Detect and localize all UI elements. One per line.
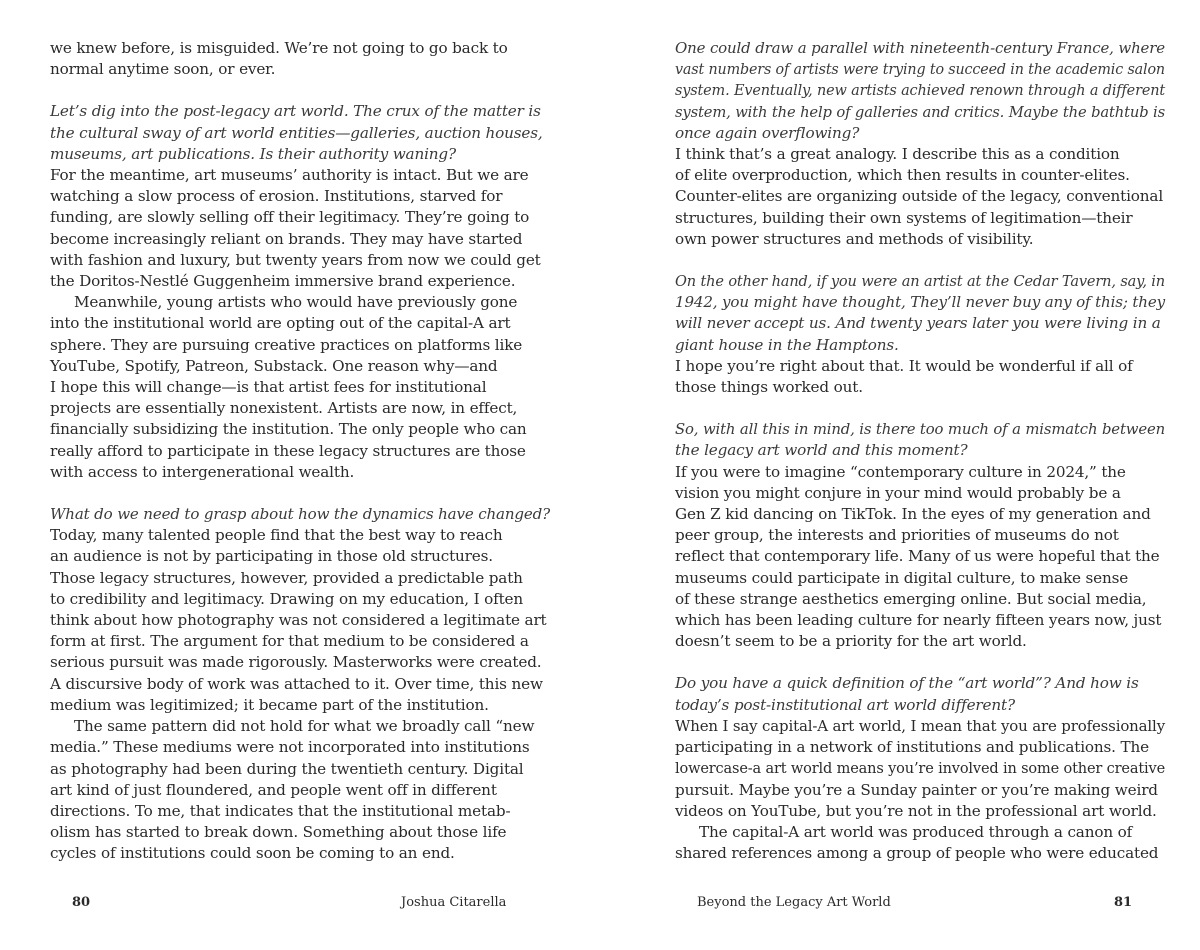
text-line: 1942, you might have thought, They’ll never buy any of this; they: [675, 293, 1165, 312]
page-number-left: 80: [72, 895, 91, 910]
text-line: form at first. The argument for that medium to be considered a: [50, 632, 529, 651]
text-line: medium was legitimized; it became part of the institution.: [50, 695, 489, 714]
qa-pair: [50, 101, 550, 483]
text-line: an audience is not by participating in those old structures.: [50, 547, 493, 566]
text-line: vast numbers of artists were trying to succeed in the academic salon: [675, 60, 1165, 79]
text-line: will never accept us. And twenty years later you were living in a: [675, 314, 1161, 333]
answer-block: [675, 356, 1165, 398]
text-line: One could draw a parallel with nineteenth-century France, where: [675, 39, 1165, 57]
answer-block: [50, 38, 550, 80]
text-line: system, with the help of galleries and critics. Maybe the bathtub is: [675, 102, 1166, 121]
text-line: which has been leading culture for nearly fifteen years now, just: [675, 611, 1162, 630]
text-line: shared references among a group of people who were educated: [675, 844, 1159, 863]
text-line: What do we need to grasp about how the dynamics have changed?: [50, 505, 550, 524]
text-line: YouTube, Spotify, Patreon, Substack. One reason why—and: [50, 356, 498, 375]
qa-pair: [675, 673, 1165, 864]
text-line: lowercase-a art world means you’re involved in some other creative: [675, 759, 1166, 778]
text-line: olism has started to break down. Something about those life: [50, 823, 507, 842]
text-line: those things worked out.: [675, 378, 863, 397]
text-line: giant house in the Hamptons.: [675, 335, 899, 354]
text-line: Meanwhile, young artists who would have previously gone: [74, 293, 518, 312]
question-block: [675, 419, 1165, 461]
text-line: the Doritos-Nestlé Guggenheim immersive brand experience.: [50, 272, 516, 291]
text-line: museums, art publications. Is their authority waning?: [50, 144, 456, 163]
question-block: [675, 673, 1165, 715]
text-line: museums could participate in digital culture, to make sense: [675, 568, 1129, 587]
text-line: The same pattern did not hold for what we broadly call “new: [74, 717, 535, 736]
text-line: I think that’s a great analogy. I describe this as a condition: [675, 145, 1120, 164]
text-line: today’s post-institutional art world different?: [675, 695, 1015, 714]
text-line: really afford to participate in these legacy structures are those: [50, 441, 526, 460]
left-page: [50, 38, 550, 865]
text-line: think about how photography was not considered a legitimate art: [50, 611, 547, 630]
text-line: the legacy art world and this moment?: [675, 441, 968, 460]
answer-block: [675, 462, 1165, 653]
text-line: media.” These mediums were not incorporated into institutions: [50, 738, 530, 757]
question-block: [675, 38, 1165, 144]
question-block: [675, 271, 1165, 356]
text-line: peer group, the interests and priorities of museums do not: [675, 526, 1119, 545]
question-block: [50, 504, 550, 525]
text-line: with fashion and luxury, but twenty years from now we could get: [50, 250, 541, 269]
text-line: When I say capital-A art world, I mean that you are professionally: [675, 716, 1165, 735]
text-line: Counter-elites are organizing outside of the legacy, conventional: [675, 187, 1164, 206]
text-line: into the institutional world are opting out of the capital-A art: [50, 314, 511, 333]
text-line: Let’s dig into the post-legacy art world. The crux of the matter is: [50, 102, 541, 121]
qa-pair: [675, 419, 1165, 652]
text-line: Do you have a quick definition of the “art world”? And how is: [675, 674, 1139, 693]
text-line: sphere. They are pursuing creative practices on platforms like: [50, 335, 523, 354]
text-line: funding, are slowly selling off their legitimacy. They’re going to: [50, 208, 530, 227]
text-line: If you were to imagine “contemporary culture in 2024,” the: [675, 462, 1126, 481]
text-line: projects are essentially nonexistent. Artists are now, in effect,: [50, 399, 518, 418]
answer-block: [50, 165, 550, 483]
page-number-right: 81: [1114, 895, 1133, 910]
text-line: Today, many talented people find that the best way to reach: [50, 526, 503, 545]
question-block: [50, 101, 550, 165]
running-head-author: Joshua Citarella: [401, 895, 507, 910]
text-line: participating in a network of institutions and publications. The: [675, 738, 1149, 757]
text-line: financially subsidizing the institution. The only people who can: [50, 420, 527, 439]
text-line: On the other hand, if you were an artist at the Cedar Tavern, say, in: [675, 272, 1165, 291]
text-line: doesn’t seem to be a priority for the art world.: [675, 632, 1027, 651]
text-line: A discursive body of work was attached to it. Over time, this new: [50, 674, 543, 693]
text-line: structures, building their own systems of legitimation—their: [675, 208, 1133, 227]
text-line: cycles of institutions could soon be coming to an end.: [50, 844, 455, 863]
text-line: Those legacy structures, however, provided a predictable path: [50, 568, 523, 587]
text-line: normal anytime soon, or ever.: [50, 60, 276, 79]
text-line: once again overflowing?: [675, 123, 860, 142]
text-line: pursuit. Maybe you’re a Sunday painter or you’re making weird: [675, 780, 1158, 799]
text-line: I hope this will change—is that artist fees for institutional: [50, 378, 487, 397]
right-page: [675, 38, 1165, 864]
text-line: to credibility and legitimacy. Drawing on my education, I often: [50, 589, 524, 608]
text-line: own power structures and methods of visibility.: [675, 229, 1034, 248]
text-line: vision you might conjure in your mind would probably be a: [675, 483, 1121, 502]
text-line: art kind of just floundered, and people went off in different: [50, 780, 497, 799]
text-line: watching a slow process of erosion. Institutions, starved for: [50, 187, 503, 206]
text-line: reflect that contemporary life. Many of us were hopeful that the: [675, 547, 1160, 566]
text-line: as photography had been during the twentieth century. Digital: [50, 759, 524, 778]
answer-block: [675, 716, 1165, 864]
text-line: of elite overproduction, which then results in counter-elites.: [675, 166, 1130, 185]
text-line: directions. To me, that indicates that the institutional metab-: [50, 801, 511, 820]
qa-pair: [50, 504, 550, 864]
text-line: with access to intergenerational wealth.: [50, 462, 355, 481]
answer-block: [675, 144, 1165, 250]
text-line: we knew before, is misguided. We’re not going to go back to: [50, 39, 508, 57]
text-line: the cultural sway of art world entities—galleries, auction houses,: [50, 123, 543, 142]
text-line: serious pursuit was made rigorously. Masterworks were created.: [50, 653, 542, 672]
qa-pair: [675, 38, 1165, 250]
text-line: videos on YouTube, but you’re not in the professional art world.: [675, 801, 1157, 820]
text-line: system. Eventually, new artists achieved renown through a different: [675, 81, 1166, 100]
qa-pair: [675, 271, 1165, 398]
text-line: of these strange aesthetics emerging online. But social media,: [675, 589, 1147, 608]
text-line: The capital-A art world was produced through a canon of: [699, 822, 1133, 841]
text-line: become increasingly reliant on brands. They may have started: [50, 229, 523, 248]
answer-block: [50, 525, 550, 864]
text-line: So, with all this in mind, is there too much of a mismatch between: [675, 420, 1166, 439]
text-line: Gen Z kid dancing on TikTok. In the eyes of my generation and: [675, 505, 1151, 524]
text-line: For the meantime, art museums’ authority is intact. But we are: [50, 166, 529, 185]
running-head-title: Beyond the Legacy Art World: [697, 895, 891, 910]
text-line: I hope you’re right about that. It would be wonderful if all of: [675, 356, 1133, 375]
